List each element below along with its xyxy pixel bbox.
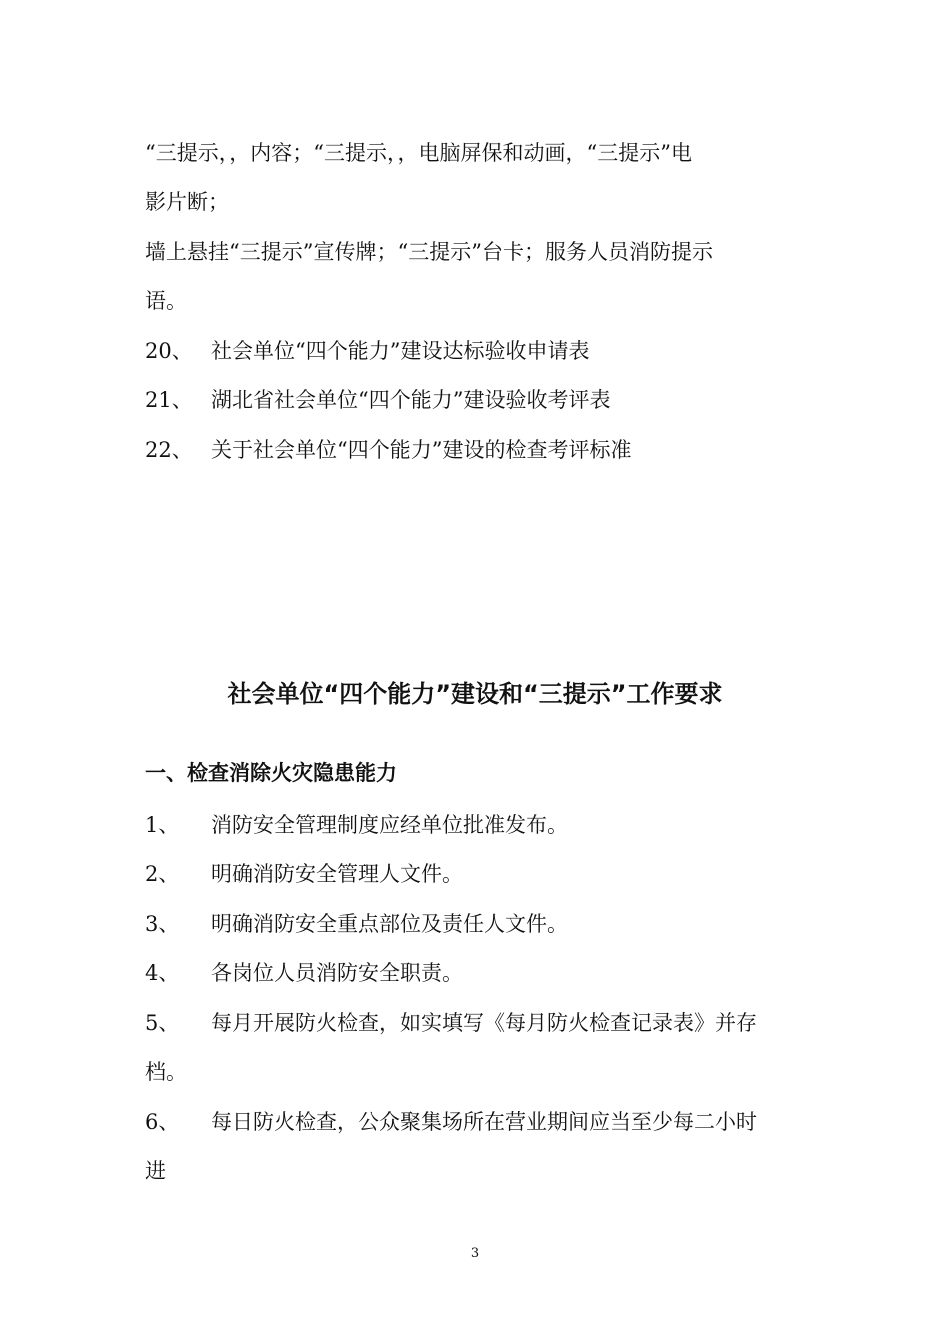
list-item-text: 湖北省社会单位“四个能力”建设验收考评表 — [211, 388, 611, 412]
list-item — [145, 910, 568, 938]
list-item-number: 22、 — [145, 438, 193, 462]
list-item — [145, 436, 631, 464]
list-item-text: 明确消防安全管理人文件。 — [211, 862, 463, 886]
list-item — [145, 337, 589, 365]
list-item — [145, 959, 463, 987]
body-text-line: 墙上悬挂“三提示”宣传牌；“三提示”台卡；服务人员消防提示 — [145, 240, 713, 264]
list-item-text: 消防安全管理制度应经单位批准发布。 — [211, 813, 568, 837]
list-item-number: 1、 — [145, 813, 180, 837]
body-text-line: 语。 — [145, 289, 187, 313]
list-item-number: 21、 — [145, 388, 193, 412]
list-item-text: 各岗位人员消防安全职责。 — [211, 961, 463, 985]
list-item-text: 每月开展防火检查，如实填写《每月防火检查记录表》并存 — [211, 1011, 757, 1035]
list-item-continuation — [145, 1157, 166, 1185]
list-item-continuation — [145, 1058, 187, 1086]
list-item-text: 明确消防安全重点部位及责任人文件。 — [211, 912, 568, 936]
list-item-number: 5、 — [145, 1011, 180, 1035]
list-item — [145, 811, 568, 839]
list-item-number: 20、 — [145, 339, 193, 363]
list-item-text: 关于社会单位“四个能力”建设的检查考评标准 — [211, 438, 632, 462]
list-item-number: 3、 — [145, 912, 180, 936]
list-item-text: 每日防火检查，公众聚集场所在营业期间应当至少每二小时 — [211, 1110, 757, 1134]
list-item-text: 档。 — [145, 1060, 187, 1084]
page-number: 3 — [470, 1246, 480, 1261]
body-text-line: “三提示，，内容；“三提示，，电脑屏保和动画，“三提示”电 — [145, 141, 692, 165]
section-title: 社会单位“四个能力”建设和“三提示”工作要求 — [227, 680, 723, 708]
list-item — [145, 1009, 757, 1037]
list-item-text: 社会单位“四个能力”建设达标验收申请表 — [211, 339, 590, 363]
section-heading: 一、检查消除火灾隐患能力 — [145, 761, 397, 785]
list-item-number: 2、 — [145, 862, 180, 886]
list-item — [145, 386, 610, 414]
list-item — [145, 1108, 757, 1136]
list-item-number: 6、 — [145, 1110, 180, 1134]
list-item-number: 4、 — [145, 961, 180, 985]
list-item — [145, 860, 463, 888]
body-text-line: 影片断； — [145, 190, 229, 214]
list-item-text: 进 — [145, 1159, 166, 1183]
